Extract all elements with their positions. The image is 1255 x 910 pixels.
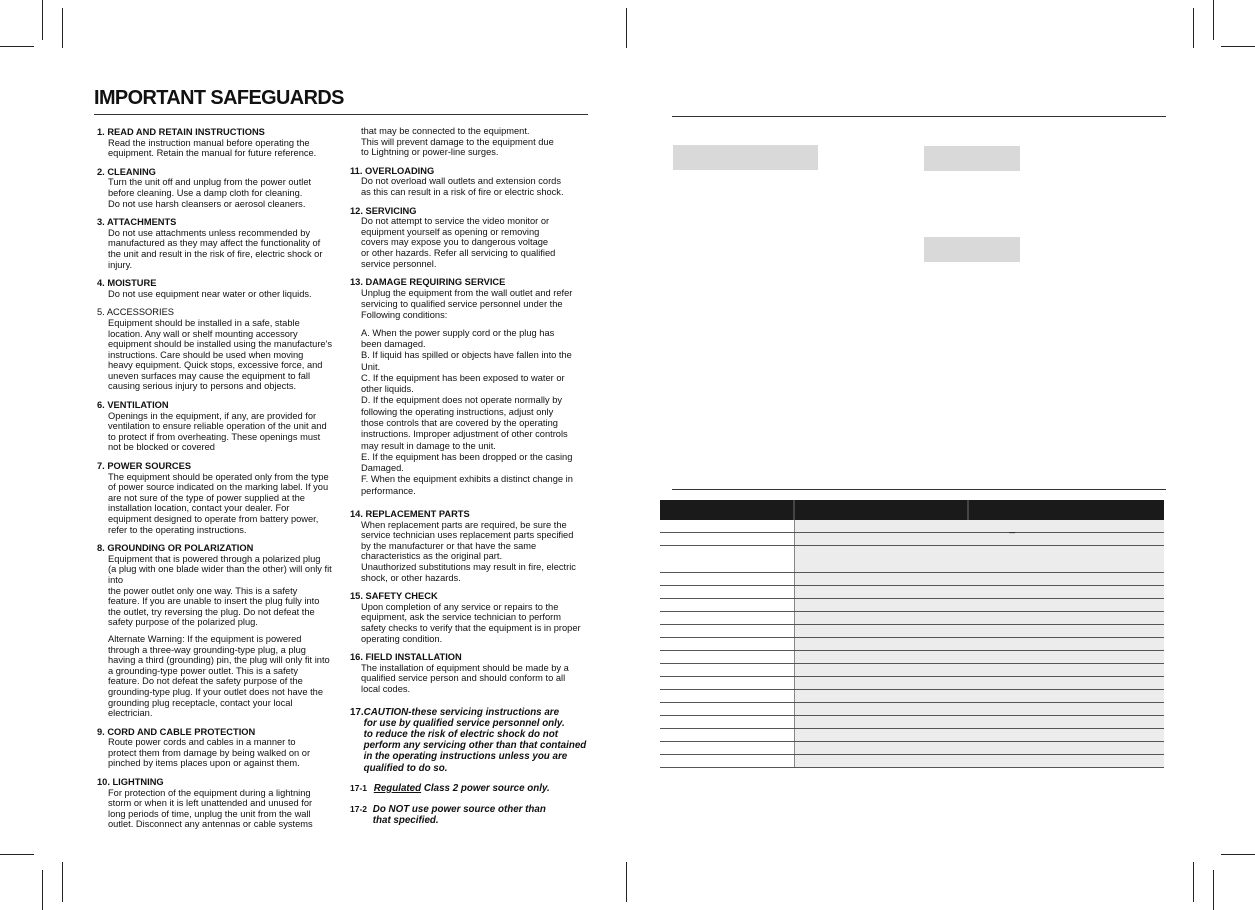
section-body: Read the instruction manual before operating the equipment. Retain the manual for future reference. xyxy=(108,137,317,159)
section-body: Equipment should be installed in a safe, stable location. Any wall or shelf mounting accessory equipment should be installed using the manufacture's instructions. Care should be used when moving heavy equipment. Quick stops, excessive force, and uneven surfaces may cause the equipment to fall causing serious injury to persons and objects. xyxy=(108,317,333,392)
section-moisture xyxy=(97,278,347,299)
section-power-sources xyxy=(97,461,347,535)
table-header-cell xyxy=(968,500,1164,520)
table-row xyxy=(660,664,1164,677)
section-replacement-parts xyxy=(350,509,595,583)
table-row xyxy=(660,651,1164,664)
section-body: Equipment that is powered through a polarized plug (a plug with one blade wider than the other) will only fit into the power outlet only one way. This is a safety feature. If you are unable to insert the plug fully into the outlet, try reversing the plug. Do not defeat the safety purpose of the polarized plug. xyxy=(108,553,332,628)
section-17-1 xyxy=(350,783,595,794)
section-grounding xyxy=(97,543,347,719)
section-heading: 5. ACCESSORIES xyxy=(97,307,174,318)
section-body: The equipment should be operated only from the type of power source indicated on the marking label. If you are not sure of the type of power supplied at the installation location, contact your dealer. For equipment designed to operate from battery power, refer to the operating instructions. xyxy=(108,471,329,535)
section-heading: 1. READ AND RETAIN INSTRUCTIONS xyxy=(97,127,265,137)
table-row xyxy=(660,742,1164,755)
regulated-word: Regulated xyxy=(373,782,422,794)
table-row xyxy=(660,755,1164,768)
title-rule xyxy=(94,114,588,115)
table-row xyxy=(660,638,1164,651)
section-body: Do not attempt to service the video monitor or equipment yourself as opening or removing covers may expose you to dangerous voltage or other hazards. Refer all servicing to qualified service personnel. xyxy=(361,216,556,269)
crop-mark xyxy=(62,862,63,902)
table-row xyxy=(660,612,1164,625)
section-damage-requiring-service xyxy=(350,277,595,497)
placeholder-box xyxy=(673,145,818,170)
section-body: Turn the unit off and unplug from the power outlet before cleaning. Use a damp cloth for cleaning. Do not use harsh cleansers or aerosol cleaners. xyxy=(108,177,312,209)
section-body: Do not overload wall outlets and extension cords as this can result in a risk of fire or electric shock. xyxy=(361,176,564,197)
crop-mark xyxy=(0,854,34,855)
section-body: Do not use equipment near water or other liquids. xyxy=(108,288,312,299)
list-item: C. If the equipment has been exposed to water or other liquids. xyxy=(361,372,565,395)
section-body-alternate-warning: Alternate Warning: If the equipment is powered through a three-way grounding-type plug, a plug having a third (grounding) pin, the plug will only fit into a grounding-type power outlet. This is a safety feature. Do not defeat the safety purpose of the grounding-type plug. If your outlet does not have the grounding plug receptacle, contact your local electrician. xyxy=(108,633,330,719)
section-body: Upon completion of any service or repairs to the equipment, ask the service technician to perform safety checks to verify that the equipment is in proper operating condition. xyxy=(361,601,581,644)
placeholder-box xyxy=(924,146,1020,171)
section-heading: 7. POWER SOURCES xyxy=(97,461,192,472)
section-body: Openings in the equipment, if any, are provided for ventilation to ensure reliable operation of the unit and to protect if from overheating. These openings must not be blocked or covered xyxy=(108,410,327,453)
section-heading: 16. FIELD INSTALLATION xyxy=(350,652,462,663)
section-heading: 2. CLEANING xyxy=(97,166,156,177)
damage-conditions-list xyxy=(361,328,595,497)
table-header-cell xyxy=(794,500,968,520)
section-heading: 11. OVERLOADING xyxy=(350,165,435,176)
crop-mark xyxy=(1193,862,1194,902)
safeguards-left-column xyxy=(97,127,347,838)
page-title: IMPORTANT SAFEGUARDS xyxy=(94,86,344,109)
section-body: Do not use attachments unless recommended by manufactured as they may affect the functionality of the unit and result in the risk of fire, electric shock or injury. xyxy=(108,227,323,270)
right-page-mid-rule xyxy=(672,489,1166,490)
crop-mark xyxy=(626,8,627,48)
table-row xyxy=(660,586,1164,599)
section-cord-protection xyxy=(97,727,347,769)
section-heading: 6. VENTILATION xyxy=(97,400,169,411)
crop-mark xyxy=(42,870,43,910)
section-heading: 13. DAMAGE REQUIRING SERVICE xyxy=(350,277,506,288)
section-attachments xyxy=(97,217,347,270)
section-read-and-retain xyxy=(97,127,347,159)
section-field-installation xyxy=(350,652,595,694)
power-source-text: Class 2 power source only. xyxy=(421,782,550,794)
table-row xyxy=(660,729,1164,742)
section-number: 17. xyxy=(350,706,364,718)
section-safety-check xyxy=(350,591,595,644)
section-number: 17-2 xyxy=(350,803,368,814)
crop-mark xyxy=(1213,870,1214,910)
stray-mark: _ xyxy=(1009,523,1016,534)
crop-mark xyxy=(1213,0,1214,40)
table-row xyxy=(660,625,1164,638)
section-caution xyxy=(350,707,595,774)
crop-mark xyxy=(1221,46,1255,47)
spec-table xyxy=(660,500,1164,768)
section-heading: 12. SERVICING xyxy=(350,205,417,216)
table-row xyxy=(660,703,1164,716)
table-row xyxy=(660,599,1164,612)
section-body: When replacement parts are required, be sure the service technician uses replacement parts specified by the manufacturer or that have the same characteristics as the original part. Unauthorized substitutions may result in fire, electric shock, or other hazards. xyxy=(361,519,576,583)
section-servicing xyxy=(350,206,595,270)
crop-mark xyxy=(42,0,43,40)
section-body: Unplug the equipment from the wall outlet and refer servicing to qualified service personnel under the Following conditions: xyxy=(361,287,573,321)
table-row xyxy=(660,573,1164,586)
list-item: F. When the equipment exhibits a distinct change in performance. xyxy=(361,474,573,496)
section-body: Route power cords and cables in a manner to protect them from damage by being walked on or pinched by items places upon or against them. xyxy=(108,737,311,769)
section-heading: 15. SAFETY CHECK xyxy=(350,591,438,602)
list-item: E. If the equipment has been dropped or the casing Damaged. xyxy=(361,451,573,474)
table-row xyxy=(660,520,1164,533)
crop-mark xyxy=(1193,8,1194,48)
crop-mark xyxy=(0,46,34,47)
section-heading: 4. MOISTURE xyxy=(97,278,157,289)
placeholder-box xyxy=(924,237,1020,262)
section-heading: 3. ATTACHMENTS xyxy=(97,217,177,228)
power-source-warning: Do NOT use power source other than that specified. xyxy=(372,803,546,827)
section-heading: 8. GROUNDING OR POLARIZATION xyxy=(97,543,254,554)
list-item: D. If the equipment does not operate normally by following the operating instructions, adjust only those controls that are covered by the operating instructions. Improper adjustment of other controls may result in damage to the unit. xyxy=(361,395,568,451)
right-page-top-rule xyxy=(672,116,1166,117)
section-lightning xyxy=(97,777,347,830)
section-body: The installation of equipment should be made by a qualified service person and should conform to all local codes. xyxy=(361,662,569,694)
table-row xyxy=(660,533,1164,546)
caution-text: CAUTION-these servicing instructions are for use by qualified service personnel only. to reduce the risk of electric shock do not perform any servicing other than that contained in the operating instructions unless you are qualified to do so. xyxy=(363,706,587,774)
table-row xyxy=(660,716,1164,729)
section-heading: 10. LIGHTNING xyxy=(97,777,164,788)
table-row xyxy=(660,690,1164,703)
section-cleaning xyxy=(97,167,347,209)
section-17-2 xyxy=(350,804,595,826)
table-header-row xyxy=(660,500,1164,520)
section-ventilation xyxy=(97,400,347,453)
section-body: For protection of the equipment during a lightning storm or when it is left unattended and unused for long periods of time, unplug the unit from the wall outlet. Disconnect any antennas or cable systems xyxy=(108,787,313,830)
crop-mark xyxy=(626,862,627,902)
table-row xyxy=(660,677,1164,690)
crop-mark xyxy=(1221,854,1255,855)
safeguards-right-column xyxy=(350,126,595,826)
lightning-continuation: that may be connected to the equipment. This will prevent damage to the equipment due to Lightning or power-line surges. xyxy=(361,126,554,158)
section-number: 17-1 xyxy=(350,782,368,793)
section-heading: 14. REPLACEMENT PARTS xyxy=(350,509,470,520)
crop-mark xyxy=(62,8,63,48)
table-row xyxy=(660,546,1164,573)
table-header-cell xyxy=(660,500,794,520)
list-item: B. If liquid has spilled or objects have fallen into the Unit. xyxy=(361,350,572,372)
section-heading: 9. CORD AND CABLE PROTECTION xyxy=(97,726,256,737)
section-overloading xyxy=(350,166,595,198)
list-item: A. When the power supply cord or the plug has been damaged. xyxy=(361,327,555,349)
section-accessories xyxy=(97,307,347,392)
